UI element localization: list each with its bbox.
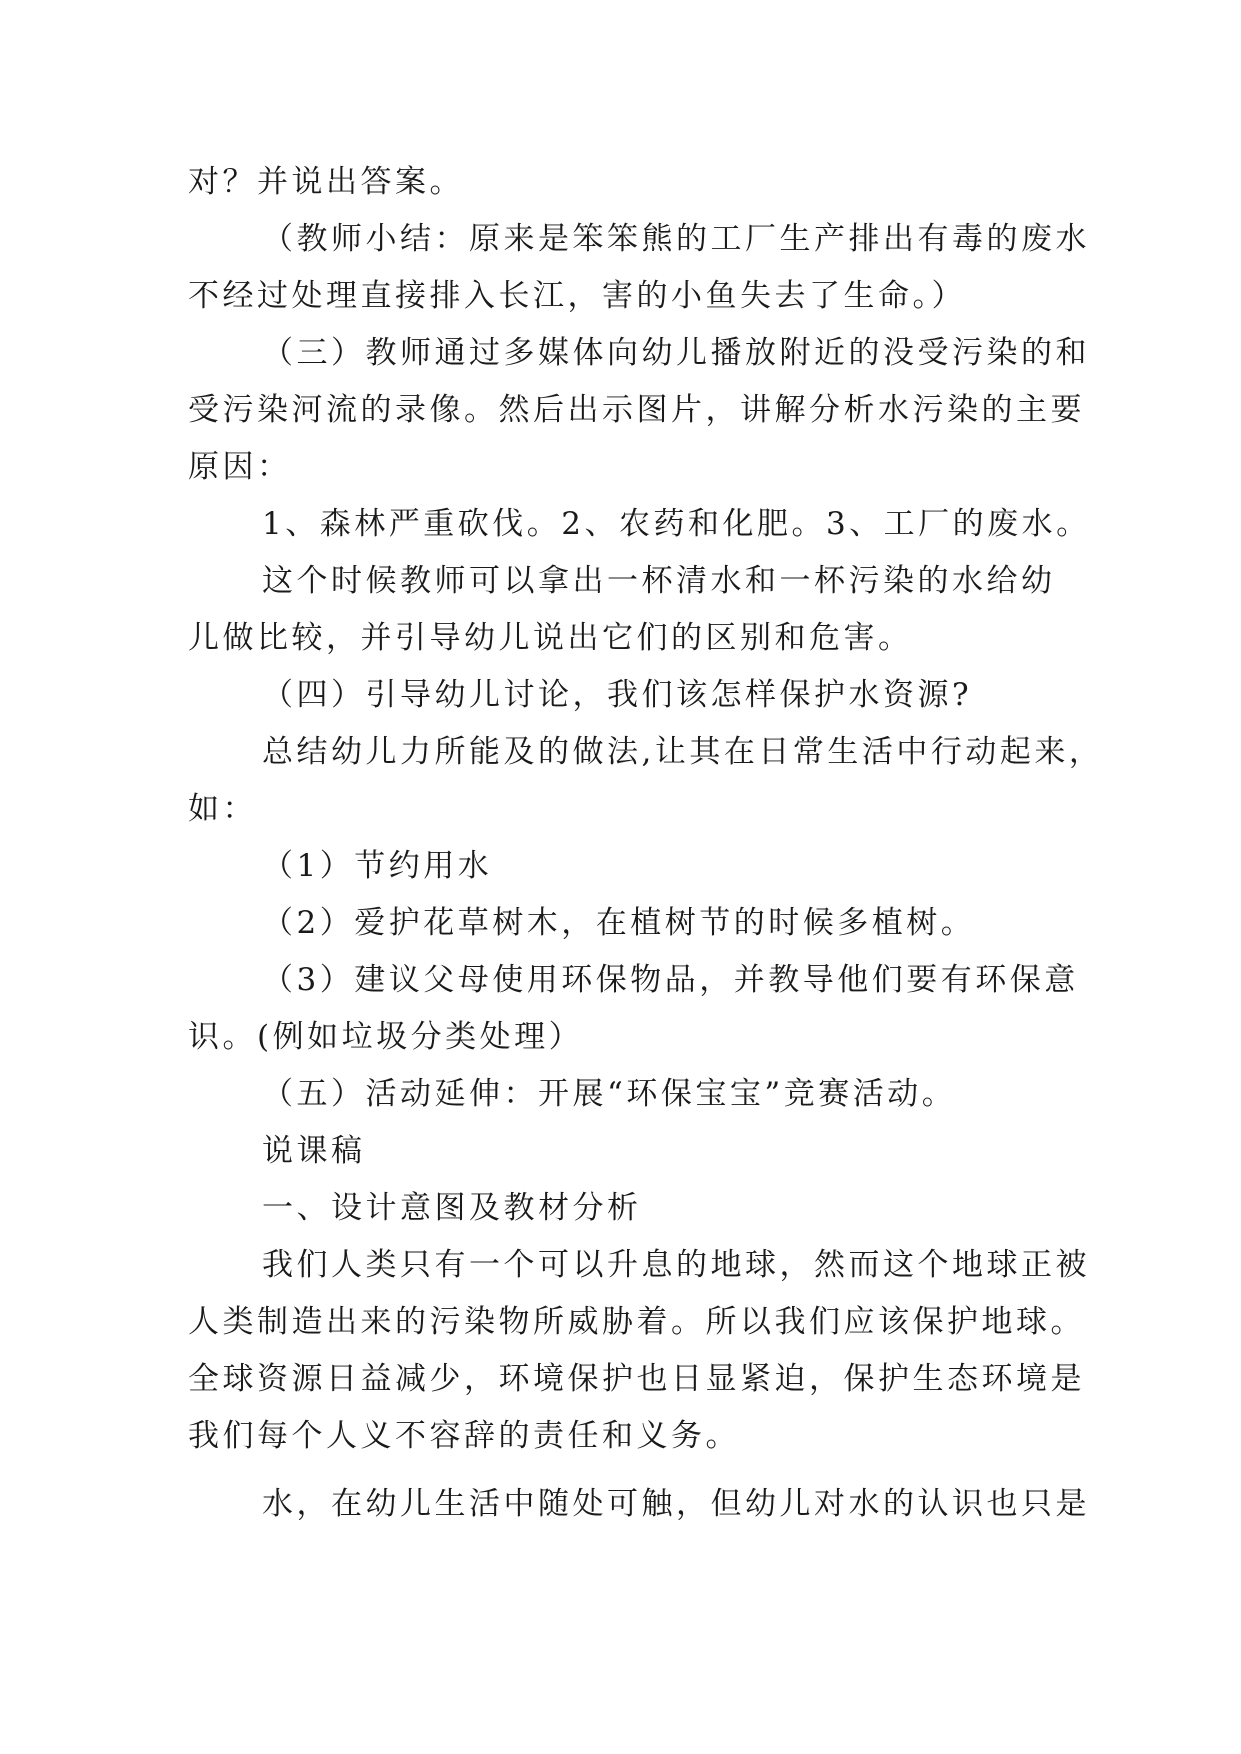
text-line: 总结幼儿力所能及的做法,让其在日常生活中行动起来， <box>262 734 1104 770</box>
text-line: 对？并说出答案。 <box>188 164 464 200</box>
text-line: 我们人类只有一个可以升息的地球，然而这个地球正被 <box>262 1247 1090 1283</box>
text-line: （四）引导幼儿讨论，我们该怎样保护水资源? <box>262 677 973 713</box>
text-line: （2）爱护花草树木，在植树节的时候多植树。 <box>262 905 976 941</box>
section-heading: 一、设计意图及教材分析 <box>262 1190 642 1226</box>
text-line: 全球资源日益减少，环境保护也日显紧迫，保护生态环境是 <box>188 1361 1085 1397</box>
text-line: 儿做比较，并引导幼儿说出它们的区别和危害。 <box>188 620 913 656</box>
text-line: （教师小结：原来是笨笨熊的工厂生产排出有毒的废水 <box>262 221 1090 257</box>
text-line: 如： <box>188 791 257 827</box>
text-line: 受污染河流的录像。然后出示图片，讲解分析水污染的主要 <box>188 392 1085 428</box>
text-line: （1）节约用水 <box>262 848 493 884</box>
text-line: 水，在幼儿生活中随处可触，但幼儿对水的认识也只是 <box>262 1486 1090 1522</box>
section-heading: 说课稿 <box>262 1133 366 1169</box>
text-line: 我们每个人义不容辞的责任和义务。 <box>188 1418 740 1454</box>
text-line: （三）教师通过多媒体向幼儿播放附近的没受污染的和 <box>262 335 1090 371</box>
text-line: 人类制造出来的污染物所威胁着。所以我们应该保护地球。 <box>188 1304 1085 1340</box>
text-line: 识。(例如垃圾分类处理） <box>188 1019 584 1055</box>
text-line: 不经过处理直接排入长江，害的小鱼失去了生命。） <box>188 278 966 314</box>
text-line: 原因： <box>188 449 292 485</box>
text-line: （五）活动延伸：开展“环保宝宝”竞赛活动。 <box>262 1076 957 1112</box>
text-line: （3）建议父母使用环保物品，并教导他们要有环保意 <box>262 962 1079 998</box>
text-line: 这个时候教师可以拿出一杯清水和一杯污染的水给幼 <box>262 563 1056 599</box>
text-line: 1、森林严重砍伐。2、农药和化肥。3、工厂的废水。 <box>262 506 1091 542</box>
